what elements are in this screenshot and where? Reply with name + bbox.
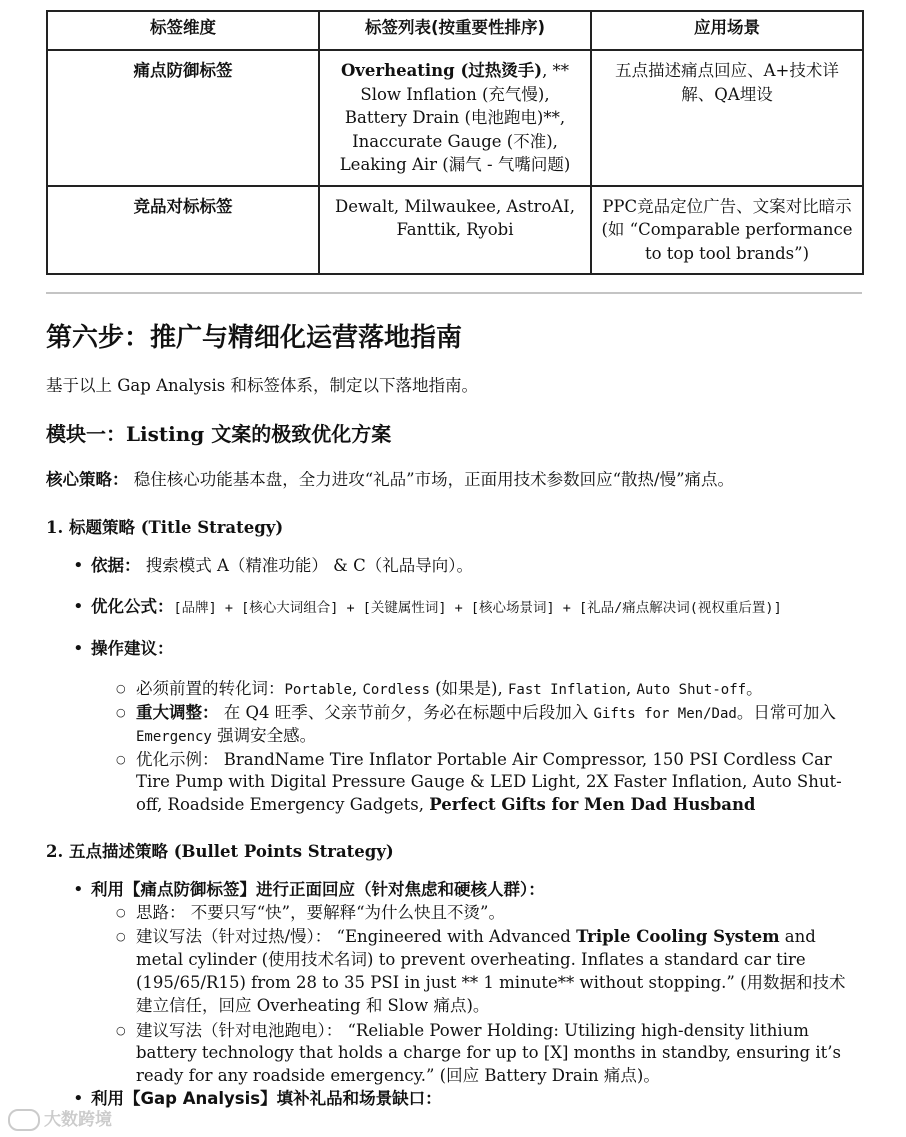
watermark xyxy=(8,1105,112,1131)
row-dimension: 痛点防御标签 xyxy=(47,50,319,186)
sublist-item xyxy=(46,1020,862,1088)
row-tags xyxy=(319,186,591,275)
row-scene: PPC竞品定位广告、文案对比暗示 (如 “Comparable performance to top tool brands”) xyxy=(591,186,863,275)
sublist-item xyxy=(46,902,862,925)
gap-list xyxy=(46,1087,862,1111)
sub1-code: Portable xyxy=(284,682,352,698)
core-strategy xyxy=(46,468,862,492)
header-tag-list: 标签列表(按重要性排序) xyxy=(319,11,591,50)
row-tags-rest: , ** Slow Inflation (充气慢), Battery Drain (电池跑电)**, Inaccurate Gauge (不准), Leaking Air (漏气 - 气嘴问题) xyxy=(339,61,571,174)
step-title: 第六步：推广与精细化运营落地指南 xyxy=(46,323,463,353)
sub3-label: 优化示例： xyxy=(136,749,219,769)
sub1-sep: , xyxy=(626,679,637,698)
row-tags xyxy=(319,50,591,186)
sub2-text: 在 Q4 旺季、父亲节前夕，务必在标题中后段加入 xyxy=(218,702,594,722)
sub2-label: 重大调整： xyxy=(136,702,219,722)
sub2-code: Emergency xyxy=(136,729,212,745)
pain-defense-label: 利用【痛点防御标签】进行正面回应（针对焦虑和硬核人群）： xyxy=(91,880,545,899)
sub1-mid: (如果是), xyxy=(429,679,508,698)
list-item-advice xyxy=(46,637,862,661)
list-item-gap xyxy=(46,1087,862,1111)
core-strategy-text: 稳住核心功能基本盘，全力进攻“礼品”市场，正面用技术参数回应“散热/慢”痛点。 xyxy=(128,470,735,489)
intro-text: 基于以上 Gap Analysis 和标签体系，制定以下落地指南。 xyxy=(46,376,479,395)
idea-label: 思路： xyxy=(136,903,186,922)
sub1-code: Fast Inflation xyxy=(507,682,626,698)
sub1-code: Cordless xyxy=(362,682,430,698)
module-title: 模块一：Listing 文案的极致优化方案 xyxy=(46,422,392,446)
list-item-basis xyxy=(46,554,862,578)
pain-defense-sublist xyxy=(46,902,862,1087)
overheat-text: and metal cylinder (使用技术名词) to prevent overheating. Inflates a standard car tire (195/65/R15) from 28 to 35 PSI in just ** 1 minute** without stopping.” (用数据和技术建立信任，回应 Overheating 和 Slow 痛点)。 xyxy=(136,926,846,1015)
advice-sublist xyxy=(46,678,862,816)
sublist-item xyxy=(46,925,862,1017)
row-tags-rest: Dewalt, Milwaukee, AstroAI, Fanttik, Ryobi xyxy=(335,196,575,239)
sub1-sep: , xyxy=(351,679,363,698)
sub1-code: Auto Shut-off xyxy=(636,682,747,698)
header-dimension: 标签维度 xyxy=(47,11,319,50)
row-tags-bold: Overheating (过热烫手) xyxy=(340,61,543,80)
gap-label: 利用【Gap Analysis】填补礼品和场景缺口： xyxy=(91,1089,442,1108)
basis-text: 搜索模式 A（精准功能） & C（礼品导向）。 xyxy=(140,556,473,575)
advice-label: 操作建议： xyxy=(91,639,174,658)
header-scene: 应用场景 xyxy=(591,11,863,50)
table-header-row xyxy=(47,11,863,50)
sub1-prefix: 必须前置的转化词： xyxy=(136,679,285,698)
sub3-bold: Perfect Gifts for Men Dad Husband xyxy=(429,794,756,814)
watermark-text: 大数跨境 xyxy=(44,1110,112,1130)
table-row xyxy=(47,50,863,186)
overheat-label: 建议写法（针对过热/慢）： xyxy=(136,926,332,946)
row-dimension: 竞品对标标签 xyxy=(47,186,319,275)
section-title-strategy: 1. 标题策略 (Title Strategy) xyxy=(46,518,284,537)
table-row xyxy=(47,186,863,275)
overheat-bold: Triple Cooling System xyxy=(576,926,780,946)
idea-text: 不要只写“快”，要解释“为什么快且不烫”。 xyxy=(185,903,505,922)
sub2-text: 。日常可加入 xyxy=(736,702,836,722)
list-item-pain-defense xyxy=(46,878,862,902)
tag-table xyxy=(46,10,864,275)
core-strategy-label: 核心策略： xyxy=(46,470,129,489)
sub2-code: Gifts for Men/Dad xyxy=(593,705,737,722)
sublist-item xyxy=(46,702,862,749)
document-page xyxy=(46,10,862,1111)
overheat-text: “Engineered with Advanced xyxy=(331,926,577,946)
sublist-item xyxy=(46,749,862,817)
sublist-item xyxy=(46,678,862,702)
divider xyxy=(46,292,862,294)
section-bullet-strategy: 2. 五点描述策略 (Bullet Points Strategy) xyxy=(46,842,394,861)
title-strategy-list xyxy=(46,554,862,661)
battery-text: “Reliable Power Holding: Utilizing high-density lithium battery technology that holds a charge for up to [X] months in standby, ensuring it’s ready for any roadside emergency.” (回应 Battery Drain 痛点)。 xyxy=(136,1020,841,1085)
list-item-formula xyxy=(46,595,862,620)
row-scene: 五点描述痛点回应、A+技术详解、QA埋设 xyxy=(591,50,863,186)
formula-code: [品牌] + [核心大词组合] + [关键属性词] + [核心场景词] + [礼品/痛点解决词(视权重后置)] xyxy=(173,600,782,616)
basis-label: 依据： xyxy=(91,556,141,575)
sub3-text: BrandName Tire Inflator Portable Air Compressor, 150 PSI Cordless Car Tire Pump with Digital Pressure Gauge & LED Light, 2X Faster Inflation, Auto Shut-off, Roadside Emergency Gadgets, xyxy=(136,749,842,814)
watermark-logo-icon xyxy=(8,1109,40,1131)
bullet-strategy-list xyxy=(46,878,862,902)
battery-label: 建议写法（针对电池跑电）： xyxy=(136,1020,343,1040)
sub2-text: 强调安全感。 xyxy=(211,726,317,745)
formula-label: 优化公式： xyxy=(91,597,174,616)
sub1-end: 。 xyxy=(746,679,763,698)
